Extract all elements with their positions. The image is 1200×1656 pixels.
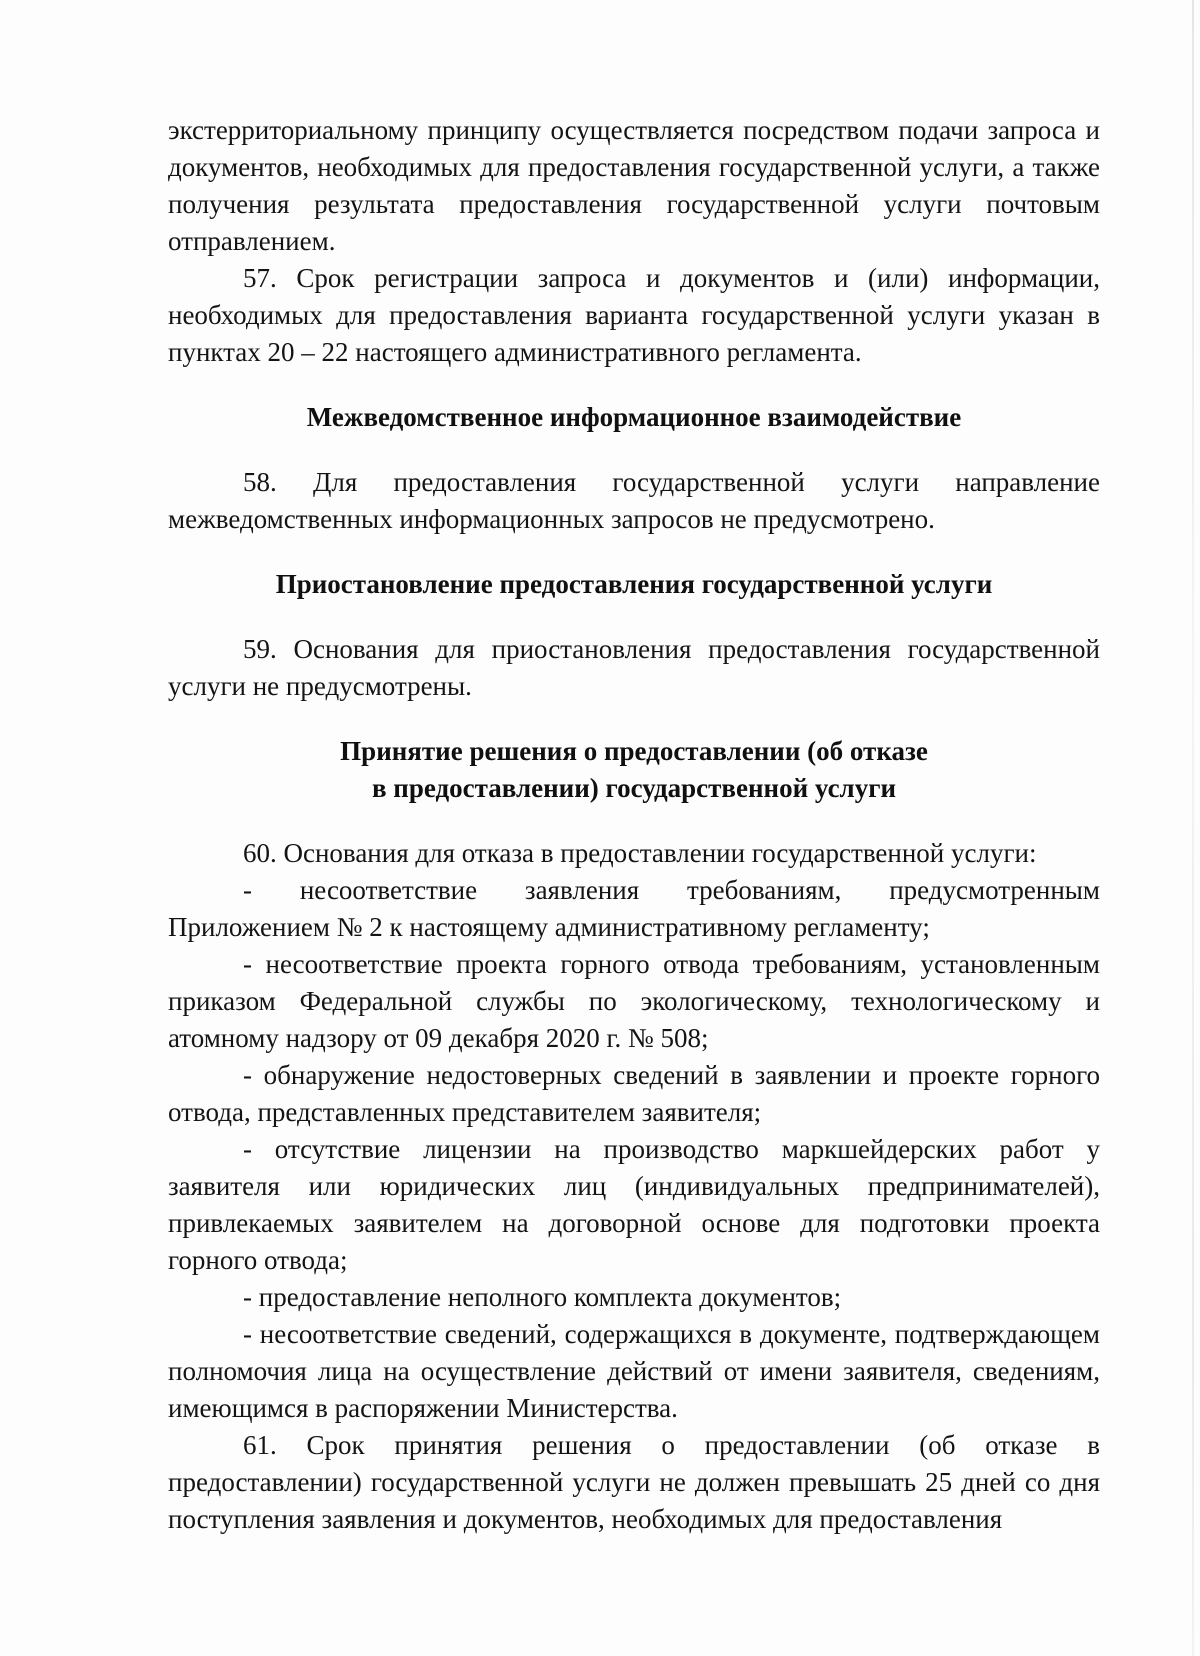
item-59-paragraph: 59. Основания для приостановления предоставления государственной услуги не предусмотрены. [168, 634, 1100, 701]
item-60-bullet-5: - предоставление неполного комплекта документов; [243, 1282, 842, 1312]
item-58-paragraph: 58. Для предоставления государственной услуги направление межведомственных информационных запросов не предусмотрено. [168, 467, 1100, 534]
item-61-paragraph: 61. Срок принятия решения о предоставлении (об отказе в предоставлении) государственной услуги не должен превышать 25 дней со дня поступления заявления и документов, необходимых для предоставления [168, 1430, 1100, 1534]
item-60-bullet-2: - несоответствие проекта горного отвода требованиям, установленным приказом Федеральной службы по экологическому, технологическому и атомному надзору от 09 декабря 2020 г. № 508; [168, 949, 1100, 1053]
item-57-paragraph: 57. Срок регистрации запроса и документов и (или) информации, необходимых для предоставления варианта государственной услуги указан в пунктах 20 – 22 настоящего административного регламента. [168, 263, 1100, 367]
item-60-bullet-4: - отсутствие лицензии на производство маркшейдерских работ у заявителя или юридических лиц (индивидуальных предпринимателей), привлекаемых заявителем на договорной основе для подготовки проекта горного отвода; [168, 1134, 1100, 1275]
heading-decision-line-1: Принятие решения о предоставлении (об отказе [340, 736, 928, 766]
scan-edge-line [1192, 0, 1194, 1656]
intro-paragraph: экстерриториальному принципу осуществляется посредством подачи запроса и документов, необходимых для предоставления государственной услуги, а также получения результата предоставления государственной услуги почтовым отправлением. [168, 115, 1100, 256]
heading-decision [168, 733, 1100, 807]
heading-suspension: Приостановление предоставления государственной услуги [275, 569, 993, 599]
item-60-intro: 60. Основания для отказа в предоставлении государственной услуги: [243, 838, 1037, 868]
heading-interagency: Межведомственное информационное взаимодействие [306, 402, 962, 432]
document-body [168, 112, 1100, 1538]
item-60-bullet-1: - несоответствие заявления требованиям, предусмотренным Приложением № 2 к настоящему административному регламенту; [168, 875, 1100, 942]
heading-decision-line-2: в предоставлении) государственной услуги [371, 773, 897, 803]
item-60-bullet-6: - несоответствие сведений, содержащихся в документе, подтверждающем полномочия лица на осуществление действий от имени заявителя, сведениям, имеющимся в распоряжении Министерства. [168, 1319, 1100, 1423]
item-60-bullet-3: - обнаружение недостоверных сведений в заявлении и проекте горного отвода, представленных представителем заявителя; [168, 1060, 1100, 1127]
